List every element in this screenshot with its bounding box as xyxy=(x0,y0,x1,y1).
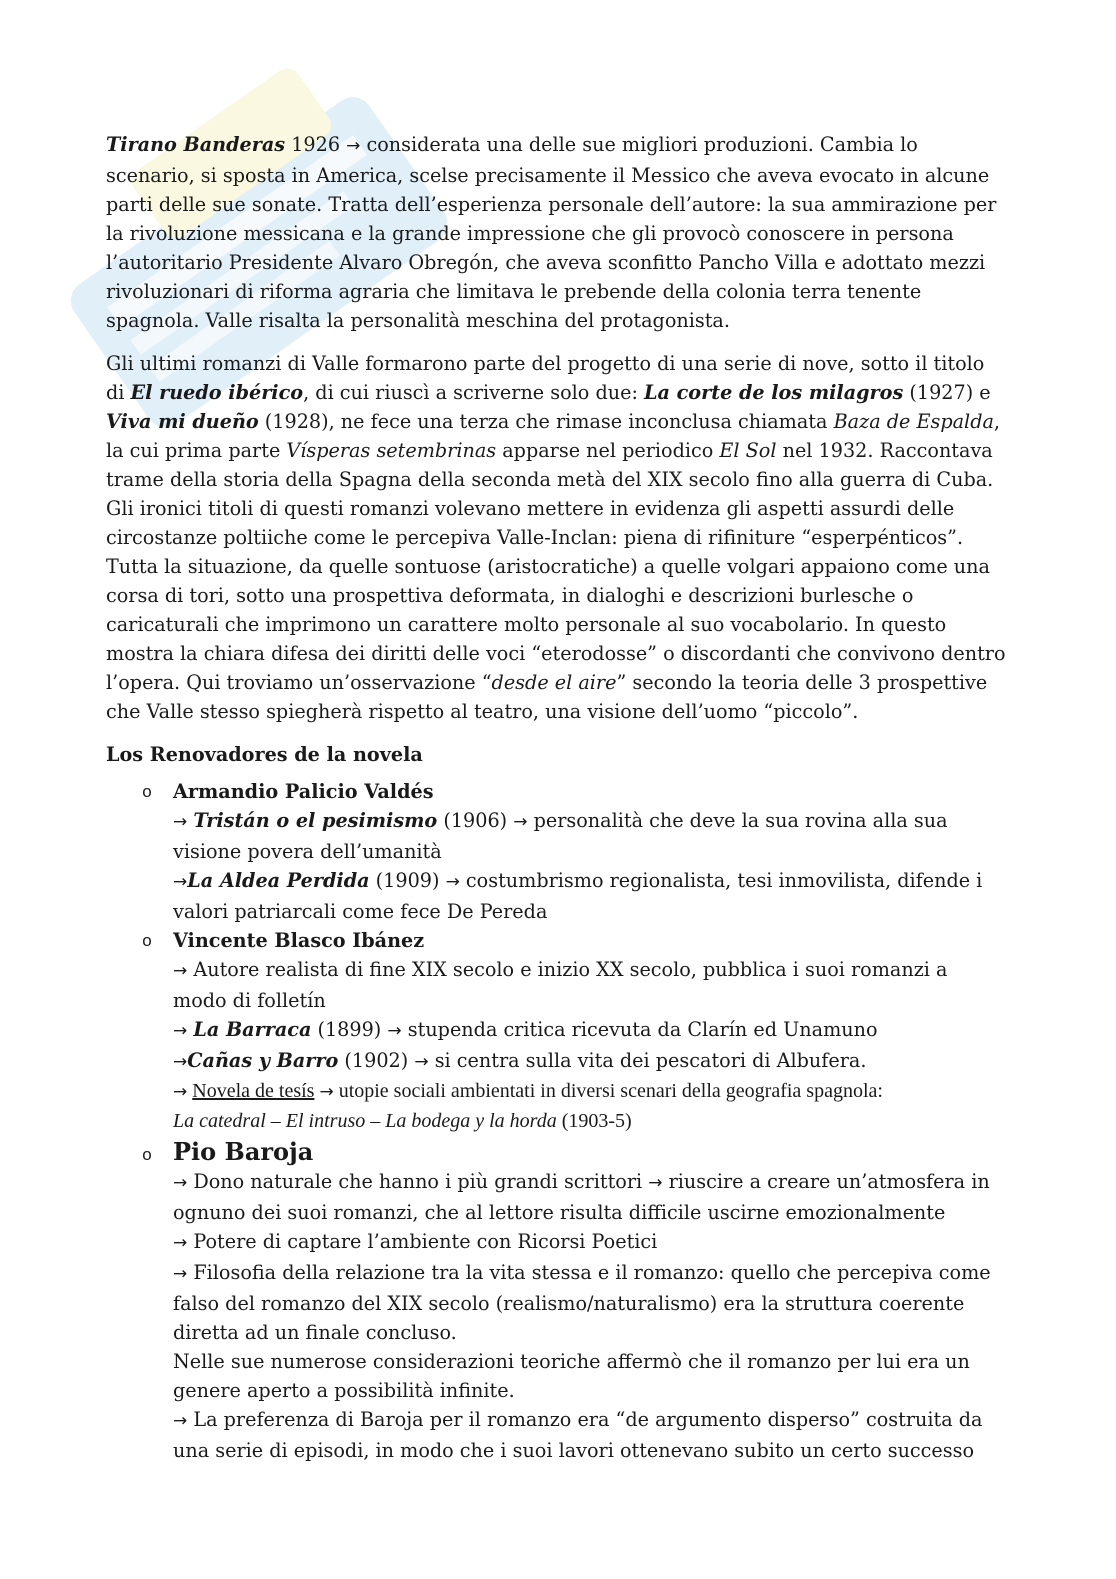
list-item-palacio xyxy=(106,777,1006,926)
arrow-icon: → xyxy=(173,961,188,981)
arrow-icon: → xyxy=(445,872,460,892)
work-line: →Cañas y Barro (1902) → si centra sulla vita dei pescatori di Albufera. xyxy=(173,1049,867,1072)
list-item-baroja xyxy=(106,1136,1006,1465)
author-name: Vincente Blasco Ibánez xyxy=(173,929,425,952)
work-line: → Novela de tesís → utopie sociali ambientati in diversi scenari della geografia spagnola: xyxy=(173,1080,883,1102)
arrow-icon: → xyxy=(173,1173,188,1193)
work-line: → La preferenza di Baroja per il romanzo era “de argumento disperso” costruita da una serie di episodi, in modo che i suoi lavori ottenevano subito un certo successo xyxy=(173,1408,983,1462)
arrow-icon: → xyxy=(173,1411,188,1431)
arrow-icon: → xyxy=(173,1233,188,1253)
work-line: → Autore realista di fine XIX secolo e inizio XX secolo, pubblica i suoi romanzi a modo di folletín xyxy=(173,958,948,1012)
work-line: Nelle sue numerose considerazioni teoriche affermò che il romanzo per lui era un genere aperto a possibilità infinite. xyxy=(173,1350,970,1402)
work-line: → Dono naturale che hanno i più grandi scrittori → riuscire a creare un’atmosfera in ognuno dei suoi romanzi, che al lettore risulta difficile uscirne emozionalmente xyxy=(173,1170,990,1224)
arrow-icon: → xyxy=(319,1082,334,1102)
author-name: Armandio Palicio Valdés xyxy=(173,780,434,803)
document-page xyxy=(106,130,1006,1465)
work-line: →La Aldea Perdida (1909) → costumbrismo regionalista, tesi inmovilista, difende i valori patriarcali come fece De Pereda xyxy=(173,869,983,923)
bullet-icon: o xyxy=(142,782,152,801)
work-line: → Tristán o el pesimismo (1906) → personalità che deve la sua rovina alla sua visione povera dell’umanità xyxy=(173,809,948,863)
arrow-icon: → xyxy=(173,1052,188,1072)
paragraph-ironic-titles: Gli ironici titoli di questi romanzi volevano mettere in evidenza gli aspetti assurdi delle circostanze poltiiche come le percepiva Valle-Inclan: piena di rifiniture “esperpénticos”. Tutta la situazione, da quelle sontuose (aristocratiche) a quelle volgari appaiono come una corsa di tori, sotto una prospettiva deformata, in dialoghi e descrizioni burlesche o caricaturali che imprimono un carattere molto personale al suo vocabolario. In questo mostra la chiara difesa dei diritti delle voci “eterodosse” o discordanti che convivono dentro l’opera. Qui troviamo un’osservazione “desde el aire” secondo la teoria delle 3 prospettive che Valle stesso spiegherà rispetto al teatro, una visione dell’uomo “piccolo”. xyxy=(106,497,1006,723)
arrow-icon: → xyxy=(648,1173,663,1193)
work-line: → La Barraca (1899) → stupenda critica ricevuta da Clarín ed Unamuno xyxy=(173,1018,878,1041)
list-item-blasco xyxy=(106,926,1006,1136)
authors-list xyxy=(106,777,1006,1465)
arrow-icon: → xyxy=(173,1021,188,1041)
arrow-icon: → xyxy=(513,812,528,832)
arrow-icon: → xyxy=(173,812,188,832)
intro-paragraph: Tirano Banderas 1926 → considerata una delle sue migliori produzioni. Cambia lo scenario, si sposta in America, scelse precisamente il Messico che aveva evocato in alcune parti delle sue sonate. Tratta dell’esperienza personale dell’autore: la sua ammirazione per la rivoluzione messicana e la grande impressione che gli provocò conoscere in persona l’autoritario Presidente Alvaro Obregón, che aveva sconfitto Pancho Villa e adottato mezzi rivoluzionari di riforma agraria che limitava le prebende della colonia terra tenente spagnola. Valle risalta la personalità meschina del protagonista. xyxy=(106,133,997,332)
bullet-icon: o xyxy=(142,931,152,950)
section-heading: Los Renovadores de la novela xyxy=(106,743,423,766)
work-line: La catedral – El intruso – La bodega y la horda (1903-5) xyxy=(173,1110,632,1132)
work-line: → Potere di captare l’ambiente con Ricorsi Poetici xyxy=(173,1230,658,1253)
arrow-icon: → xyxy=(173,872,188,892)
arrow-icon: → xyxy=(346,136,361,156)
bullet-icon: o xyxy=(142,1145,152,1164)
arrow-icon: → xyxy=(387,1021,402,1041)
paragraph-valle-novels: Gli ultimi romanzi di Valle formarono parte del progetto di una serie di nove, sotto il titolo di El ruedo ibérico, di cui riuscì a scriverne solo due: La corte de los milagros (1927) e Viva mi dueño (1928), ne fece una terza che rimase inconclusa chiamata Baza de Espalda, la cui prima parte Vísperas setembrinas apparse nel periodico El Sol nel 1932. Raccontava trame della storia della Spagna della seconda metà del XIX secolo fino alla guerra di Cuba. xyxy=(106,352,1001,491)
work-line: → Filosofia della relazione tra la vita stessa e il romanzo: quello che percepiva come falso del romanzo del XIX secolo (realismo/naturalismo) era la struttura coerente diretta ad un finale concluso. xyxy=(173,1261,991,1344)
arrow-icon: → xyxy=(414,1052,429,1072)
author-name: Pio Baroja xyxy=(173,1137,314,1166)
arrow-icon: → xyxy=(173,1082,188,1102)
arrow-icon: → xyxy=(173,1264,188,1284)
work-title: Tirano Banderas xyxy=(106,133,286,156)
